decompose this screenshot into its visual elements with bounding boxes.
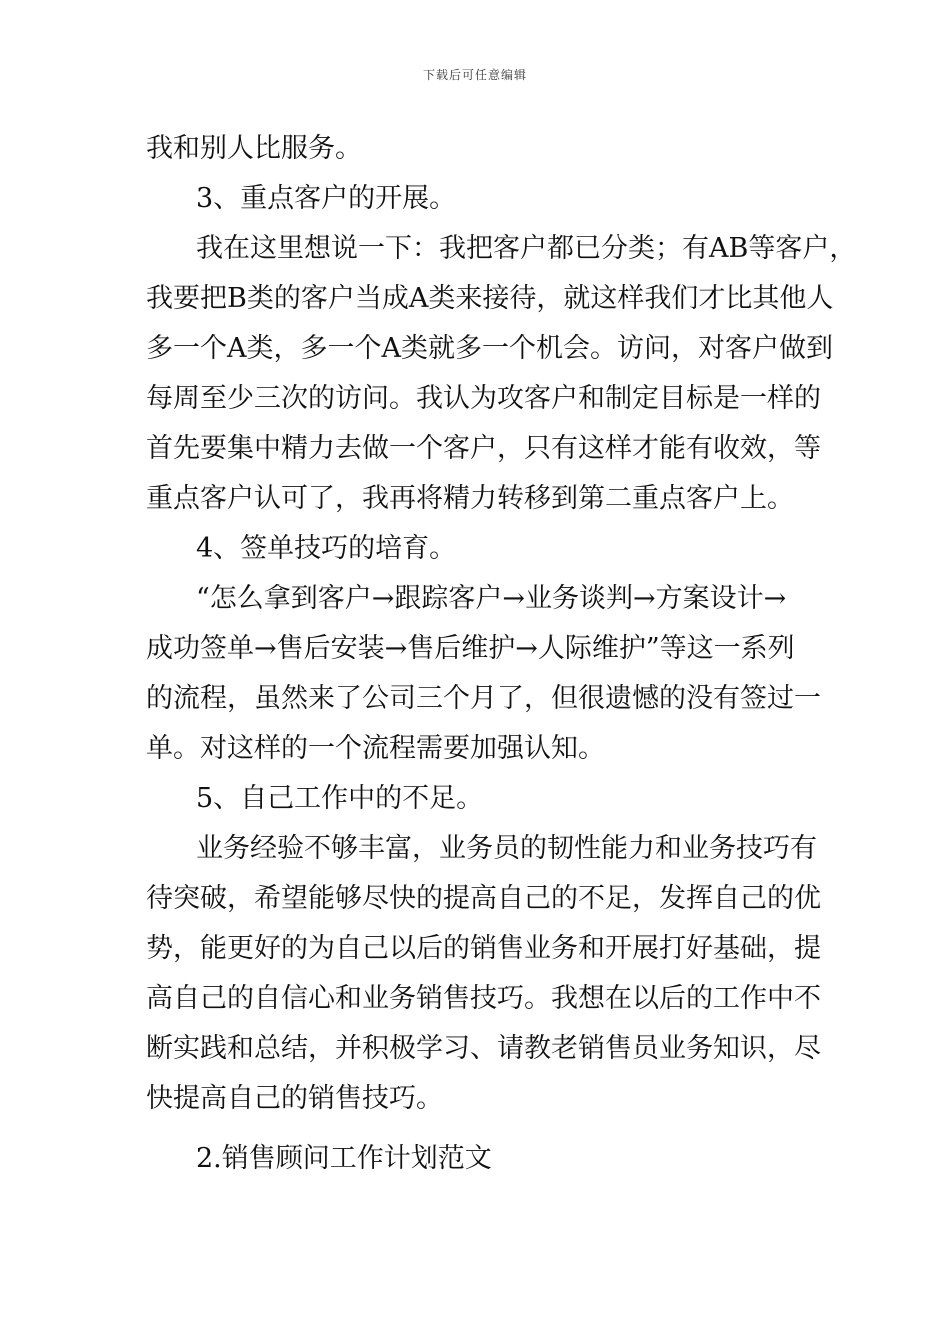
text-line: 高自己的自信心和业务销售技巧。我想在以后的工作中不 [146, 983, 821, 1014]
section-heading: 2.销售顾问工作计划范文 [196, 1143, 492, 1174]
text-line: 我要把B类的客户当成A类来接待，就这样我们才比其他人 [146, 283, 834, 314]
text-line: “怎么拿到客户→跟踪客户→业务谈判→方案设计→ [196, 583, 787, 614]
section-heading: 5、自己工作中的不足。 [196, 783, 484, 814]
text-line: 我在这里想说一下：我把客户都已分类；有AB等客户， [196, 233, 857, 264]
section-heading: 3、重点客户的开展。 [196, 183, 457, 214]
text-line: 重点客户认可了，我再将精力转移到第二重点客户上。 [146, 483, 794, 514]
text-line: 多一个A类，多一个A类就多一个机会。访问，对客户做到 [146, 333, 833, 364]
text-line: 断实践和总结，并积极学习、请教老销售员业务知识，尽 [146, 1033, 821, 1064]
text-line: 单。对这样的一个流程需要加强认知。 [146, 733, 605, 764]
text-line: 业务经验不够丰富，业务员的韧性能力和业务技巧有 [196, 833, 817, 864]
section-heading: 4、签单技巧的培育。 [196, 533, 457, 564]
text-line: 快提高自己的销售技巧。 [146, 1083, 443, 1114]
text-line: 每周至少三次的访问。我认为攻客户和制定目标是一样的 [146, 383, 821, 414]
document-body [146, 124, 857, 1184]
text-line: 我和别人比服务。 [146, 133, 362, 164]
text-line: 待突破，希望能够尽快的提高自己的不足，发挥自己的优 [146, 883, 821, 914]
text-line: 势，能更好的为自己以后的销售业务和开展打好基础，提 [146, 933, 821, 964]
text-line: 的流程，虽然来了公司三个月了，但很遗憾的没有签过一 [146, 683, 821, 714]
text-line: 首先要集中精力去做一个客户，只有这样才能有收效，等 [146, 433, 821, 464]
page-header: 下载后可任意编辑 [422, 68, 527, 82]
text-line: 成功签单→售后安装→售后维护→人际维护”等这一系列 [146, 633, 795, 664]
